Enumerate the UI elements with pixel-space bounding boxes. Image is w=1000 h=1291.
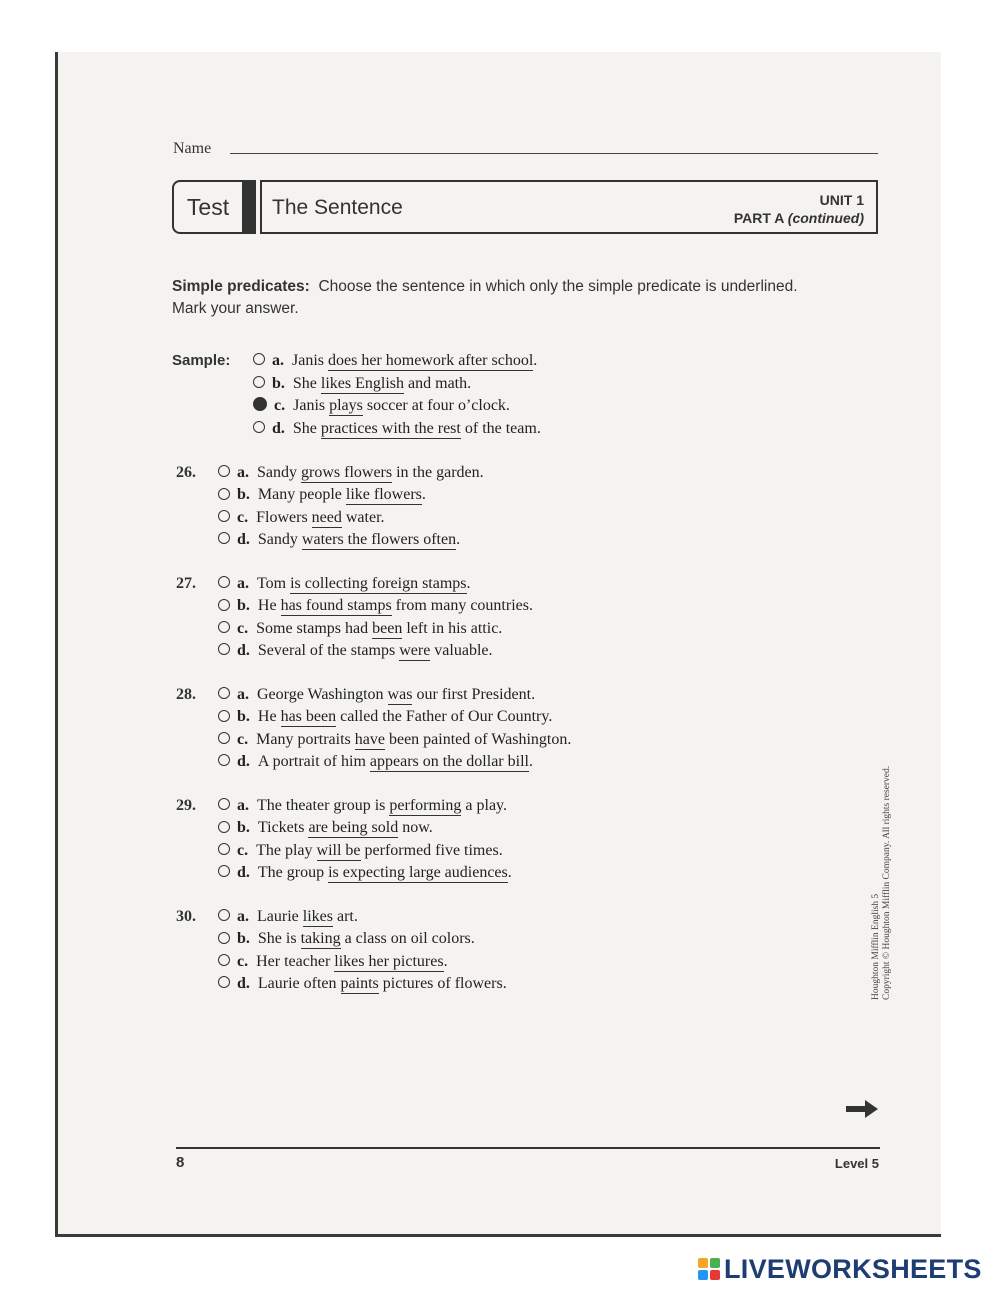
- answer-option[interactable]: [218, 864, 512, 886]
- answer-option[interactable]: [253, 375, 471, 397]
- answer-option[interactable]: [218, 597, 533, 619]
- option-letter: a.: [237, 686, 249, 703]
- option-letter: c.: [237, 619, 249, 637]
- answer-option[interactable]: [218, 731, 571, 753]
- page-number: 8: [176, 1154, 185, 1171]
- option-letter: a.: [237, 908, 249, 925]
- copyright-notice: [871, 766, 893, 1000]
- underlined-text: have: [354, 730, 385, 748]
- option-text: She is: [257, 930, 301, 948]
- option-text: water.: [341, 508, 385, 526]
- instructions: [172, 276, 812, 320]
- underlined-text: plays: [329, 397, 363, 414]
- option-text: and math.: [404, 374, 472, 392]
- option-letter: b.: [237, 930, 250, 948]
- answer-option[interactable]: [218, 486, 426, 508]
- option-letter: b.: [272, 374, 285, 392]
- brand-icon: [698, 1258, 720, 1280]
- option-text: Flowers: [256, 508, 312, 526]
- empty-bubble-icon[interactable]: [218, 643, 230, 655]
- empty-bubble-icon[interactable]: [253, 353, 265, 365]
- option-text: Several of the stamps: [257, 641, 400, 659]
- page-title: The Sentence: [272, 196, 403, 219]
- option-text: She: [292, 419, 321, 437]
- answer-option[interactable]: [218, 686, 535, 708]
- underlined-text: are being sold: [308, 819, 399, 837]
- brand-name: LIVEWORKSHEETS: [724, 1253, 982, 1284]
- question-number: 28.: [176, 686, 196, 703]
- question-number: 26.: [176, 464, 196, 481]
- option-text: He: [257, 597, 281, 615]
- copyright-line-2: Copyright © Houghton Mifflin Company. All rights reserved.: [882, 765, 892, 1000]
- answer-option[interactable]: [218, 464, 484, 486]
- instructions-text: Choose the sentence in which only the simple predicate is underlined. Mark your answer.: [172, 278, 798, 317]
- part-note: (continued): [787, 210, 864, 226]
- option-text: Tickets: [257, 819, 309, 837]
- option-text: left in his attic.: [402, 619, 503, 637]
- option-text: Tom: [257, 575, 291, 592]
- empty-bubble-icon[interactable]: [218, 843, 230, 855]
- underlined-text: performing: [389, 797, 462, 814]
- answer-option[interactable]: [218, 753, 533, 775]
- answer-option[interactable]: [218, 797, 507, 819]
- next-page-arrow-icon[interactable]: [845, 1098, 879, 1120]
- option-letter: c.: [237, 730, 249, 748]
- option-text: .: [456, 530, 461, 548]
- option-text: art.: [332, 908, 358, 925]
- option-text: Many portraits: [256, 730, 355, 748]
- option-text: Sandy: [257, 530, 302, 548]
- underlined-text: is collecting foreign stamps: [290, 575, 467, 592]
- empty-bubble-icon[interactable]: [218, 732, 230, 744]
- empty-bubble-icon[interactable]: [218, 488, 230, 500]
- underlined-text: grows flowers: [301, 464, 393, 481]
- option-letter: d.: [237, 863, 250, 881]
- option-text: pictures of flowers.: [378, 974, 507, 992]
- empty-bubble-icon[interactable]: [253, 376, 265, 388]
- option-letter: d.: [272, 419, 285, 437]
- option-letter: c.: [237, 508, 249, 526]
- empty-bubble-icon[interactable]: [218, 687, 230, 699]
- answer-option[interactable]: [218, 953, 448, 975]
- filled-bubble-icon[interactable]: [253, 397, 267, 411]
- answer-option[interactable]: [253, 397, 510, 419]
- underlined-text: paints: [340, 974, 379, 992]
- option-text: Her teacher: [256, 952, 335, 970]
- question-number: 27.: [176, 575, 196, 592]
- option-letter: b.: [237, 708, 250, 726]
- option-text: George Washington: [257, 686, 388, 703]
- option-text: .: [466, 575, 471, 592]
- underlined-text: taking: [300, 930, 341, 948]
- underlined-text: like flowers: [345, 486, 422, 504]
- footer-rule: [176, 1147, 880, 1149]
- option-text: .: [507, 863, 512, 881]
- option-text: .: [443, 952, 448, 970]
- option-letter: d.: [237, 641, 250, 659]
- option-letter: a.: [237, 575, 249, 592]
- empty-bubble-icon[interactable]: [218, 465, 230, 477]
- option-letter: d.: [237, 530, 250, 548]
- underlined-text: practices with the rest: [320, 419, 461, 437]
- option-letter: d.: [237, 752, 250, 770]
- copyright-line-1: Houghton Mifflin English 5: [871, 893, 881, 1000]
- underlined-text: does her homework after school: [328, 352, 534, 369]
- answer-option[interactable]: [218, 819, 433, 841]
- answer-option[interactable]: [218, 842, 503, 864]
- answer-option[interactable]: [218, 708, 552, 730]
- question-number: 30.: [176, 908, 196, 925]
- option-text: .: [528, 752, 533, 770]
- answer-option[interactable]: [218, 575, 471, 597]
- empty-bubble-icon[interactable]: [218, 954, 230, 966]
- empty-bubble-icon[interactable]: [218, 510, 230, 522]
- name-line: [230, 153, 878, 154]
- empty-bubble-icon[interactable]: [218, 798, 230, 810]
- empty-bubble-icon[interactable]: [218, 710, 230, 722]
- instructions-heading: Simple predicates:: [172, 278, 310, 295]
- answer-option[interactable]: [218, 930, 475, 952]
- option-text: a class on oil colors.: [340, 930, 475, 948]
- underlined-text: has found stamps: [280, 597, 392, 615]
- underlined-text: likes English: [320, 374, 405, 392]
- option-letter: d.: [237, 974, 250, 992]
- empty-bubble-icon[interactable]: [218, 865, 230, 877]
- answer-option[interactable]: [218, 908, 358, 930]
- answer-option[interactable]: [218, 620, 502, 642]
- unit-label: [734, 191, 864, 227]
- option-text: Laurie: [257, 908, 303, 925]
- underlined-text: has been: [280, 708, 337, 726]
- underlined-text: need: [311, 508, 342, 526]
- underlined-text: been: [372, 619, 403, 637]
- empty-bubble-icon[interactable]: [218, 754, 230, 766]
- option-text: soccer at four o’clock.: [362, 397, 510, 414]
- option-text: called the Father of Our Country.: [336, 708, 553, 726]
- option-letter: b.: [237, 597, 250, 615]
- underlined-text: waters the flowers often: [301, 530, 457, 548]
- option-letter: c.: [237, 952, 249, 970]
- brand-logo-square: [698, 1270, 708, 1280]
- underlined-text: was: [387, 686, 413, 703]
- test-header: [172, 180, 878, 236]
- title-box: [260, 180, 878, 234]
- option-text: a play.: [461, 797, 507, 814]
- underlined-text: were: [399, 641, 431, 659]
- empty-bubble-icon[interactable]: [218, 821, 230, 833]
- option-text: from many countries.: [391, 597, 533, 615]
- option-letter: a.: [237, 797, 249, 814]
- test-tab: Test: [172, 180, 242, 234]
- option-text: valuable.: [430, 641, 493, 659]
- brand-logo-square: [698, 1258, 708, 1268]
- question-number: 29.: [176, 797, 196, 814]
- sample-label: Sample:: [172, 352, 231, 369]
- empty-bubble-icon[interactable]: [218, 909, 230, 921]
- name-label: Name: [173, 140, 212, 157]
- answer-option[interactable]: [218, 509, 385, 531]
- part-name: PART A: [733, 210, 784, 226]
- option-letter: c.: [274, 397, 286, 414]
- option-text: .: [421, 486, 426, 504]
- option-text: now.: [398, 819, 433, 837]
- answer-option[interactable]: [253, 352, 537, 374]
- option-letter: a.: [272, 352, 284, 369]
- option-text: performed five times.: [360, 841, 503, 859]
- option-letter: b.: [237, 819, 250, 837]
- option-text: .: [533, 352, 538, 369]
- option-text: Many people: [257, 486, 346, 504]
- underlined-text: will be: [316, 841, 361, 859]
- part-label: [734, 209, 864, 227]
- answer-option[interactable]: [218, 642, 493, 664]
- level-label: Level 5: [834, 1156, 879, 1171]
- option-text: Janis: [293, 397, 330, 414]
- answer-option[interactable]: [218, 531, 460, 553]
- answer-option[interactable]: [253, 420, 541, 442]
- option-text: of the team.: [460, 419, 541, 437]
- unit-number: UNIT 1: [819, 192, 864, 208]
- option-text: The play: [256, 841, 317, 859]
- empty-bubble-icon[interactable]: [218, 576, 230, 588]
- option-text: our first President.: [412, 686, 536, 703]
- option-text: He: [257, 708, 281, 726]
- option-letter: b.: [237, 486, 250, 504]
- option-text: Janis: [292, 352, 328, 369]
- empty-bubble-icon[interactable]: [218, 621, 230, 633]
- empty-bubble-icon[interactable]: [218, 532, 230, 544]
- option-text: She: [292, 374, 321, 392]
- option-text: The theater group is: [257, 797, 390, 814]
- empty-bubble-icon[interactable]: [253, 421, 265, 433]
- underlined-text: appears on the dollar bill: [369, 752, 529, 770]
- option-text: been painted of Washington.: [384, 730, 572, 748]
- option-text: A portrait of him: [257, 752, 370, 770]
- underlined-text: likes her pictures: [334, 952, 444, 970]
- option-text: Laurie often: [257, 974, 341, 992]
- empty-bubble-icon[interactable]: [218, 976, 230, 988]
- underlined-text: likes: [302, 908, 333, 925]
- option-text: Some stamps had: [256, 619, 373, 637]
- tab-divider: [242, 180, 256, 234]
- empty-bubble-icon[interactable]: [218, 599, 230, 611]
- empty-bubble-icon[interactable]: [218, 932, 230, 944]
- option-letter: c.: [237, 841, 249, 859]
- brand-logo-square: [710, 1270, 720, 1280]
- option-letter: a.: [237, 464, 249, 481]
- brand-logo[interactable]: [698, 1254, 982, 1284]
- option-text: The group: [257, 863, 329, 881]
- brand-logo-square: [710, 1258, 720, 1268]
- option-text: Sandy: [257, 464, 301, 481]
- answer-option[interactable]: [218, 975, 507, 997]
- option-text: in the garden.: [392, 464, 484, 481]
- underlined-text: is expecting large audiences: [328, 863, 508, 881]
